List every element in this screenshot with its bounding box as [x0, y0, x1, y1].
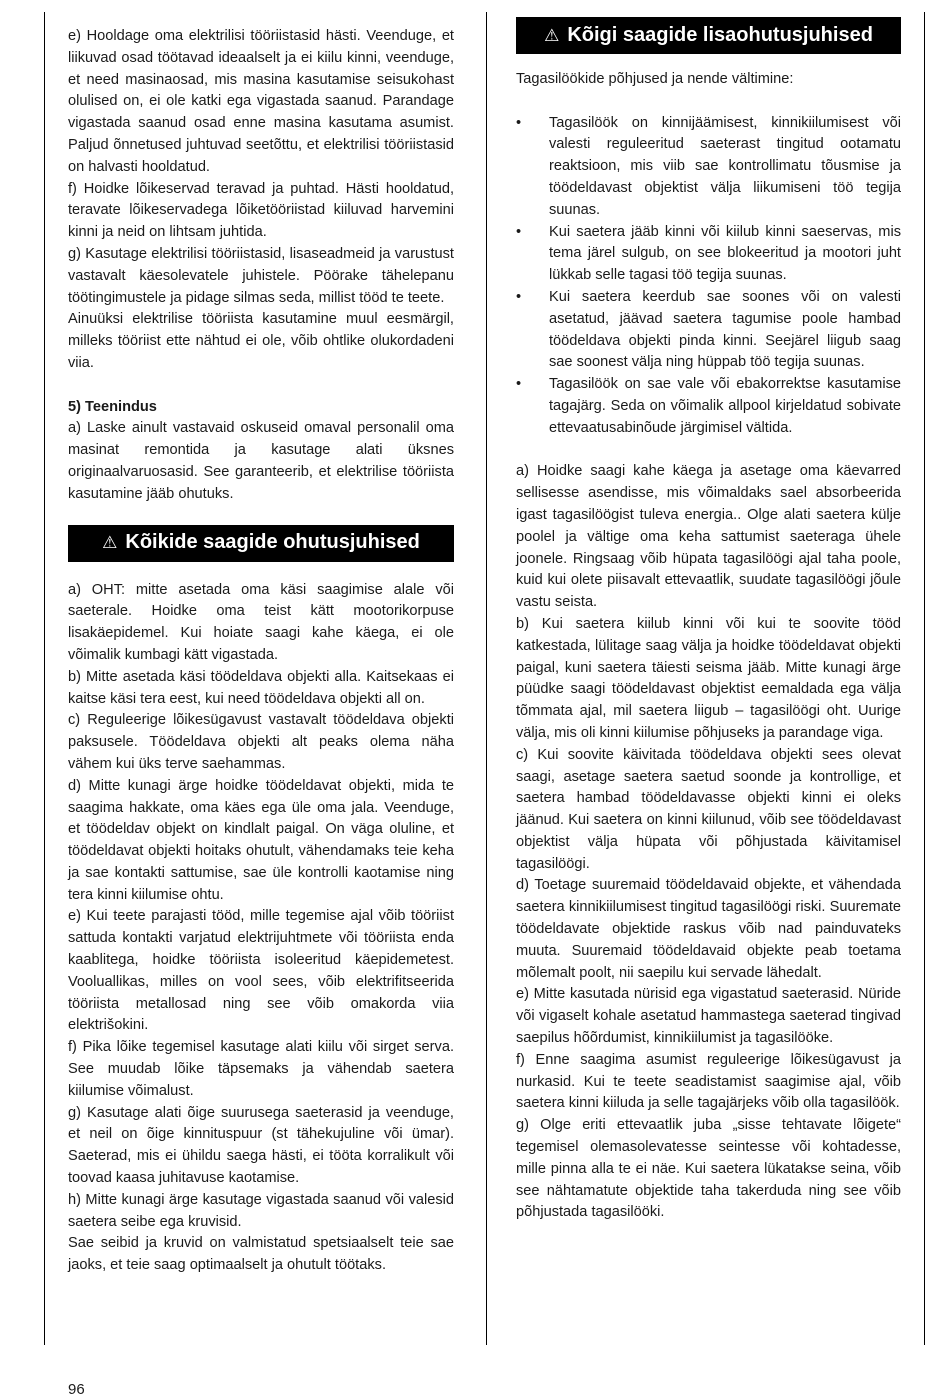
kickback-paragraph-e: e) Mitte kasutada nürisid ega vigastatud saeterasid. Nüride või vigaselt kohale asetatud hammastega saeterad tingivad saepilus hõõrdumist, kinnikiilumist ja tagasilööke. [516, 986, 901, 1047]
banner-title: Kõigi saagide lisaohutusjuhised [567, 23, 873, 46]
list-item: • Tagasilöök on sae vale või ebakorrektse kasutamise tagajärg. Seda on võimalik allpool kirjeldatud sobivate ettevaatusabinõude järgimisel vältida. [516, 374, 901, 439]
safety-paragraph-b: b) Mitte asetada käsi töödeldava objekti alla. Kaitsekaas ei kaitse käsi tera eest, kui need töödeldava objekti all on. [68, 668, 454, 707]
safety-paragraph-h: h) Mitte kunagi ärge kasutage vigastada saanud või valesid saetera seibe ega kruvisid. [68, 1191, 454, 1230]
column-rule-left [44, 12, 45, 1345]
kickback-paragraph-b: b) Kui saetera kiilub kinni või kui te soovite tööd katkestada, lülitage saag välja ja hoidke töödeldavat objekti paigal, kuni saetera täiesti seisma jääb. Mitte kunagi ärge püüdke saagi töödeldavast objektist eemaldada ega välja tõmmata ajal, mil saetera liigub – tagasilöögi oht. Uurige välja, mis oli kinni kiilumise põhjuseks ja parandage viga. [516, 615, 901, 741]
safety-paragraph-d: d) Mitte kunagi ärge hoidke töödeldavat objekti, mida te saagima hakkate, oma käes ega üle oma jala. Veenduge, et töödeldav objekt on kindlalt paigal. On väga oluline, et töödeldavat objekti hoitaks ohutult, vähendamaks teie keha ja sae kontakti sattumise, sae üle kontrolli kaotamise ning tera kinni kiilumise ohtu. [68, 777, 454, 903]
page-number: 96 [68, 1381, 85, 1398]
list-item: • Kui saetera jääb kinni või kiilub kinni saeservas, mis tema järel sulgub, on see blokeeritud ja mootori juht lükkab selle tagasi töö tegija suunas. [516, 222, 901, 287]
paragraph-use-accessories: g) Kasutage elektrilisi tööriistasid, lisaseadmeid ja varustust vastavalt käesolevatele juhistele. Pöörake tähelepanu töötingimustele ja pidage silmas seda, millist tööd te teete. [68, 245, 454, 306]
kickback-paragraph-f: f) Enne saagima asumist reguleerige lõikesügavust ja nurkasid. Kui te teete seadistamist saagimise ajal, võib saetera kinni kiiluda ja selle tagajärjeks võib olla tagasilöök. [516, 1051, 901, 1112]
warning-triangle-icon: ⚠ [544, 25, 560, 45]
safety-paragraph-washers: Sae seibid ja kruvid on valmistatud spetsiaalselt teie sae jaoks, et teie saag optimaalselt ja ohutult töötaks. [68, 1235, 454, 1274]
paragraph-maintenance: e) Hooldage oma elektrilisi tööriistasid hästi. Veenduge, et liikuvad osad töötavad ideaalselt ja ei kiilu kinni, veenduge, et need masinaosad, mis masina kasutamise seisukohast olulised on, ei ole katki ega vigastada saanud. Parandage vigastada saanud osad enne masina kasutama asumist. Paljud õnnetused juhtuvad seetõttu, et elektrilisi tööriistasid on halvasti hooldatud. [68, 28, 454, 175]
list-item: • Kui saetera keerdub sae soones või on valesti asetatud, jäävad saetera tagumise poole hambad töödeldava objekti pinda kinni. Seejärel liigub saag sae soonest välja ning hüppab töö tegija suunas. [516, 287, 901, 374]
list-item: • Tagasilöök on kinnijäämisest, kinnikiilumisest või valesti reguleeritud saeterast tingitud ootamatu reaktsioon, mis viib sae kontrollimatu tõusmise ja töödeldavast objektist välja liikumiseni töö tegija suunas. [516, 113, 901, 222]
banner-all-saws-safety [68, 525, 454, 562]
safety-paragraph-g: g) Kasutage alati õige suurusega saeterasid ja veenduge, et neil on õige kinnituspuur (st tähekujuline või ümar). Saeterad, mis ei ühildu saega hästi, ei tööta korralikult või toovad kaasa juhitavuse kaotamise. [68, 1104, 454, 1187]
column-rule-right [924, 12, 925, 1345]
left-column [68, 26, 454, 1277]
safety-paragraph-e: e) Kui teete parajasti tööd, mille tegemise ajal võib tööriist sattuda kontakti varjatud elektrijuhtmete või tööriista enda kaablitega, hoidke tööriista isoleeritud käepidemetest. Vooluallikas, milles on vool sees, võib elektrifitseerida tööriista metallosad ning see võib omakorda viia elektrišokini. [68, 908, 454, 1034]
kickback-paragraph-a: a) Hoidke saagi kahe käega ja asetage oma käevarred sellisesse asendisse, mis võimaldaks sael absorbeerida igast tagasilöögist tuleva energia.. Olge alati saetera külje poolel ja vältige oma keha sattumist saeteraga ühele joonele. Ringsaag võib hüpata tagasilöögi ajal taha poole, kuid kui olete piisavalt ettevaatlik, suudate tagasilöögi jõule vastu seista. [516, 463, 901, 611]
warning-triangle-icon: ⚠ [102, 533, 118, 553]
kickback-paragraph-g: g) Olge eriti ettevaatlik juba „sisse tehtavate lõigete“ tegemisel olemasolevatesse seintesse või kohtadesse, mille pinna alla te ei näe. Kui saetera lükatakse seina, võib see nähtamatute objektide taha takerduda ning see võib põhjustada tagasilööki. [516, 1117, 901, 1221]
kickback-bullet-list [516, 113, 901, 440]
banner-title: Kõikide saagide ohutusjuhised [125, 531, 420, 554]
right-column [516, 17, 901, 1224]
safety-paragraph-c: c) Reguleerige lõikesügavust vastavalt töödeldava objekti paksusele. Töödeldava objekti alt peaks olema näha vähem kui üks terve saehammas. [68, 712, 454, 772]
paragraph-sharp-edges: f) Hoidke lõikeservad teravad ja puhtad. Hästi hooldatud, teravate lõikeservadega lõiketööriistad kiiluvad harvemini kinni ja neid on lihtsam juhtida. [68, 180, 454, 241]
column-rule-middle [486, 12, 487, 1345]
service-heading: 5) Teenindus [68, 398, 157, 415]
banner-additional-safety [516, 17, 901, 54]
kickback-paragraph-d: d) Toetage suuremaid töödeldavaid objekte, et vähendada saetera kinnikiilumisest tingitud tagasilöögi riski. Suuremate töödeldavate objektide raskus võib nad painduvateks muuta. Suuremaid töödeldavaid objekte peab toetama mõlemalt poolt, nii saepilu kui servade lähedalt. [516, 877, 901, 981]
kickback-intro: Tagasilöökide põhjused ja nende vältimine: [516, 71, 794, 87]
kickback-paragraph-c: c) Kui soovite käivitada töödeldava objekti sees olevat saagi, asetage saetera saetud soonde ja kontrollige, et saetera hambad töödeldavasse objekti kinni ei oleks jäänud. Kui saetera on kinni kiilunud, võib see töödeldavast objektist välja hüpata või põhjustada käivitamisel tagasilöögi. [516, 746, 901, 872]
paragraph-misuse-warning: Ainuüksi elektrilise tööriista kasutamine muul eesmärgil, milleks tööriist ette nähtud ei ole, võib ohtlike olukordadeni viia. [68, 311, 454, 371]
safety-paragraph-f: f) Pika lõike tegemisel kasutage alati kiilu või sirget serva. See muudab lõike täpsemaks ja vähendab saetera kiilumise võimalust. [68, 1039, 454, 1099]
safety-paragraph-a: a) OHT: mitte asetada oma käsi saagimise alale või saeterale. Hoidke oma teist kätt mootorikorpuse lisakäepidemel. Kui hoiate saagi kahe käega, ei ole võimalik kumbagi kätt vigastada. [68, 581, 454, 663]
paragraph-service: a) Laske ainult vastavaid oskuseid omaval personalil oma masinat remontida ja kasutage alati üksnes originaalvaruosasid. See garanteerib, et elektrilise tööriista kasutamine jääb ohutuks. [68, 420, 454, 502]
